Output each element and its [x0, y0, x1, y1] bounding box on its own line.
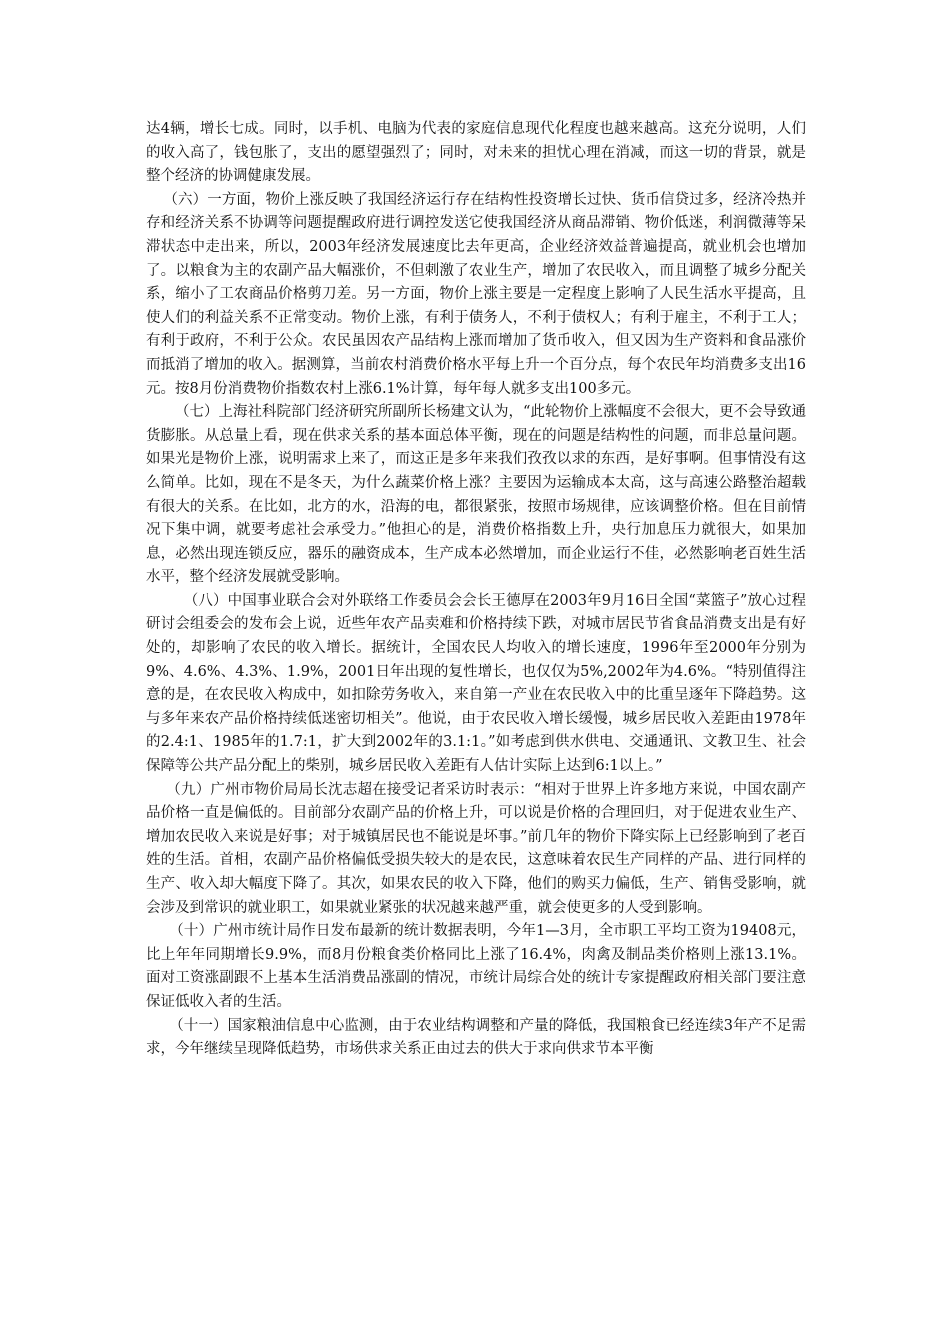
paragraph-section-11: （十一）国家粮油信息中心监测，由于农业结构调整和产量的降低，我国粮食已经连续3年产不足需求，今年继续呈现降低趋势，市场供求关系正由过去的供大于求向供求节本平衡 [146, 1017, 806, 1058]
paragraph-section-7: （七）上海社科院部门经济研究所副所长杨建文认为，“此轮物价上涨幅度不会很大，更不会导致通货膨胀。从总量上看，现在供求关系的基本面总体平衡，现在的问题是结构性的问题，而非总量问题。如果光是物价上涨，说明需求上来了，而这正是多年来我们孜孜以求的东西，是好事啊。但事情没有这么简单。比如，现在不是冬天，为什么蔬菜价格上涨？主要因为运输成本太高，这与高速公路整治超载有很大的关系。在比如，北方的水，沿海的电，都很紧张，按照市场规律，应该调整价格。但在目前情况下集中调，就要考虑社会承受力。”他担心的是，消费价格指数上升，央行加息压力就很大，如果加息，必然出现连锁反应，器乐的融资成本，生产成本必然增加，而企业运行不佳，必然影响老百姓生活水平，整个经济发展就受影响。 [146, 404, 806, 586]
document-page [146, 118, 806, 1062]
paragraph-section-10: （十）广州市统计局作日发布最新的统计数据表明，今年1—3月，全市职工平均工资为19408元，比上年年同期增长9.9%，而8月份粮食类价格同比上涨了16.4%，肉禽及制品类价格则上涨13.1%。面对工资涨副跟不上基本生活消费品涨副的情况，市统计局综合处的统计专家提醒政府相关部门要注意保证低收入者的生活。 [146, 923, 806, 1010]
paragraph-section-9: （九）广州市物价局局长沈志超在接受记者采访时表示：“相对于世界上许多地方来说，中国农副产品价格一直是偏低的。目前部分农副产品的价格上升，可以说是价格的合理回归，对于促进农业生产、增加农民收入来说是好事；对于城镇居民也不能说是坏事。”前几年的物价下降实际上已经影响到了老百姓的生活。首相，农副产品价格偏低受损失较大的是农民，这意味着农民生产同样的产品、进行同样的生产、收入却大幅度下降了。其次，如果农民的收入下降，他们的购买力偏低，生产、销售受影响，就会涉及到常识的就业职工，如果就业紧张的状况越来越严重，就会使更多的人受到影响。 [146, 781, 806, 916]
paragraph-section-6: （六）一方面，物价上涨反映了我国经济运行存在结构性投资增长过快、货币信贷过多，经济冷热并存和经济关系不协调等问题提醒政府进行调控发送它使我国经济从商品滞销、物价低迷，利润微薄等呆滞状态中走出来，所以，2003年经济发展速度比去年更高，企业经济效益普遍提高，就业机会也增加了。以粮食为主的农副产品大幅涨价，不但刺激了农业生产，增加了农民收入，而且调整了城乡分配关系，缩小了工农商品价格剪刀差。另一方面，物价上涨主要是一定程度上影响了人民生活水平提高，且使人们的利益关系不正常变动。物价上涨，有利于债务人，不利于债权人；有利于雇主，不利于工人；有利于政府，不利于公众。农民虽因农产品结构上涨而增加了货币收入，但又因为生产资料和食品涨价而抵消了增加的收入。据测算，当前农村消费价格水平每上升一个百分点，每个农民年均消费多支出16元。按8月份消费物价指数农村上涨6.1%计算，每年每人就多支出100多元。 [146, 191, 806, 397]
paragraph-continuation: 达4辆，增长七成。同时，以手机、电脑为代表的家庭信息现代化程度也越来越高。这充分说明，人们的收入高了，钱包胀了，支出的愿望强烈了；同时，对未来的担忧心理在消减，而这一切的背景，就是整个经济的协调健康发展。 [146, 121, 806, 185]
paragraph-section-8: （八）中国事业联合会对外联络工作委员会会长王德厚在2003年9月16日全国“菜篮子”放心过程研讨会组委会的发布会上说，近些年农产品卖难和价格持续下跌，对城市居民节省食品消费支出是有好处的，却影响了农民的收入增长。据统计，全国农民人均收入的增长速度，1996年至2000年分别为9%、4.6%、4.3%、1.9%，2001日年出现的复性增长，也仅仅为5%,2002年为4.6%。“特别值得注意的是，在农民收入构成中，如扣除劳务收入，来自第一产业在农民收入中的比重呈逐年下降趋势。这与多年来农产品价格持续低迷密切相关”。他说，由于农民收入增长缓慢，城乡居民收入差距由1978年的2.4:1、1985年的1.7:1，扩大到2002年的3.1:1。”如考虑到供水供电、交通通讯、文教卫生、社会保障等公共产品分配上的柴别，城乡居民收入差距有人估计实际上达到6:1以上。” [146, 592, 806, 775]
